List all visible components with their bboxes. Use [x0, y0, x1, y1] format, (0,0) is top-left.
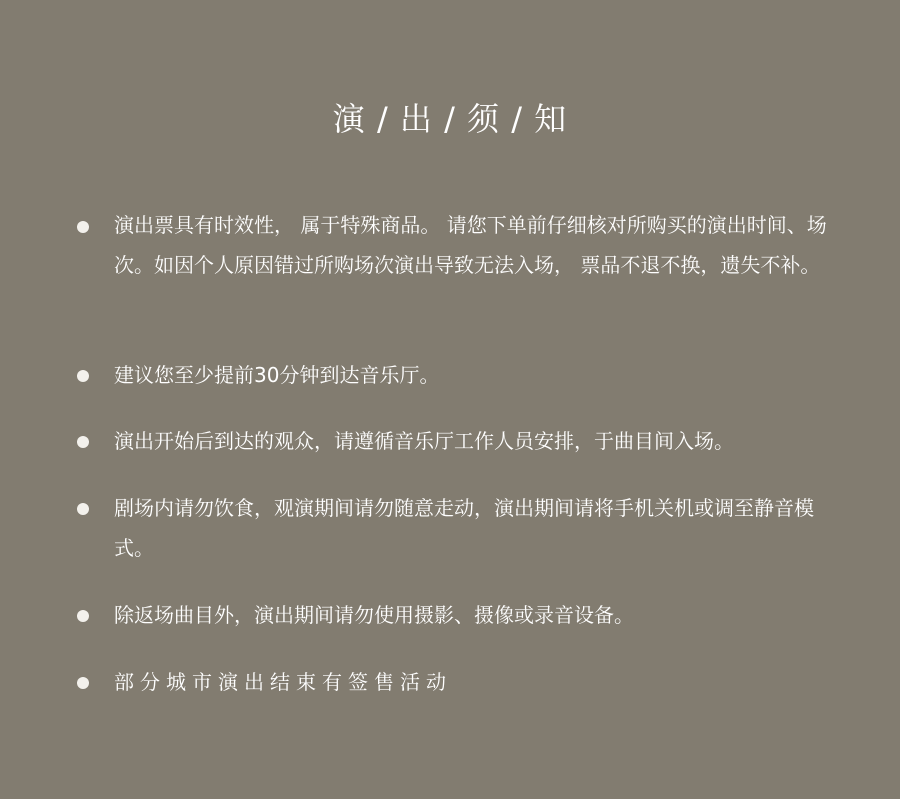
bullet-icon — [77, 610, 89, 622]
bullet-icon — [77, 221, 89, 233]
page-title: 演 / 出 / 须 / 知 — [332, 100, 568, 138]
bullet-icon — [77, 436, 89, 448]
notice-text: 除返场曲目外，演出期间请勿使用摄影、摄像或录音设备。 — [114, 603, 634, 627]
bullet-icon — [77, 677, 89, 689]
notice-text: 演出票具有时效性， 属于特殊商品。 请您下单前仔细核对所购买的演出时间、场次。如因个人原因错过所购场次演出导致无法入场， 票品不退不换，遗失不补。 — [114, 213, 827, 277]
notice-text: 部分城市演出结束有签售活动 — [114, 670, 452, 694]
bullet-icon — [77, 503, 89, 515]
notice-text: 剧场内请勿饮食，观演期间请勿随意走动，演出期间请将手机关机或调至静音模式。 — [114, 496, 814, 560]
bullet-icon — [77, 370, 89, 382]
notice-text: 演出开始后到达的观众，请遵循音乐厅工作人员安排，于曲目间入场。 — [114, 429, 734, 453]
notice-text: 建议您至少提前30分钟到达音乐厅。 — [114, 363, 440, 387]
